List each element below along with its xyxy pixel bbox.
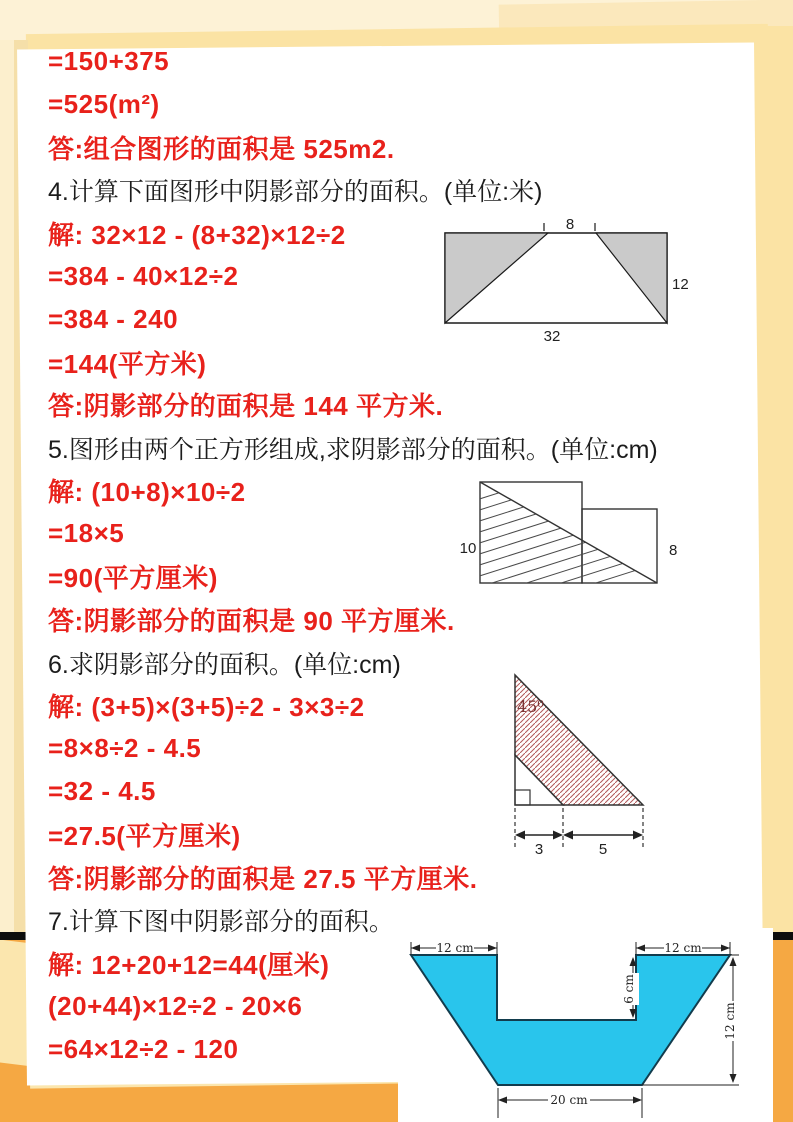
text-line: 解: 12+20+12=44(厘米)	[48, 949, 330, 980]
text-line: 6.求阴影部分的面积。(单位:cm)	[48, 650, 401, 679]
text-line: =18×5	[48, 518, 125, 549]
text-line: 答:阴影部分的面积是 27.5 平方厘米.	[48, 863, 478, 894]
text-line: =150+375	[48, 45, 170, 76]
text-line: 解: 32×12 - (8+32)×12÷2	[48, 219, 346, 250]
text-line: =144(平方米)	[48, 348, 207, 379]
figure-problem5-two-squares-hatched	[450, 468, 700, 598]
fig4-bottom-label: 32	[543, 328, 561, 345]
text-line: =384 - 240	[48, 303, 179, 334]
fig4-right-label: 12	[672, 276, 689, 293]
text-line: 7.计算下图中阴影部分的面积。	[48, 908, 394, 937]
text-line: =64×12÷2 - 120	[48, 1033, 239, 1064]
text-line: 5.图形由两个正方形组成,求阴影部分的面积。(单位:cm)	[48, 435, 658, 464]
fig5-left-label: 10	[459, 540, 477, 557]
fig6-angle-label: 45⁰	[517, 697, 544, 716]
text-line: 答:阴影部分的面积是 144 平方米.	[48, 391, 444, 422]
fig7-right-label: 12 cm	[723, 1002, 737, 1040]
fig4-top-label: 8	[565, 216, 575, 233]
figure-problem4-rectangle-shaded-triangles	[440, 215, 690, 345]
text-line: 解: (3+5)×(3+5)÷2 - 3×3÷2	[48, 692, 365, 723]
text-line: =32 - 4.5	[48, 775, 156, 806]
text-line: =525(m²)	[48, 88, 160, 119]
fig7-top-right-label: 12 cm	[664, 941, 702, 955]
large-square	[480, 482, 582, 583]
text-line: (20+44)×12÷2 - 20×6	[48, 990, 303, 1021]
figure-problem7-cyan-trapezoid	[398, 928, 773, 1122]
text-line: =90(平方厘米)	[48, 563, 218, 594]
fig6-base-right-label: 5	[598, 841, 608, 858]
text-line: =8×8÷2 - 4.5	[48, 732, 202, 763]
text-line: 答:组合图形的面积是 525m2.	[48, 133, 395, 164]
text-line: =27.5(平方厘米)	[48, 820, 241, 851]
text-line: 4.计算下面图形中阴影部分的面积。(单位:米)	[48, 178, 543, 207]
fig7-top-left-label: 12 cm	[436, 941, 474, 955]
figure-problem6-hatched-triangle	[500, 658, 670, 858]
hatch-lines	[470, 468, 665, 598]
cyan-shape	[411, 955, 730, 1085]
fig6-base-left-label: 3	[534, 841, 544, 858]
fig7-notch-label: 6 cm	[622, 974, 636, 1004]
text-line: 解: (10+8)×10÷2	[48, 477, 246, 508]
text-line: 答:阴影部分的面积是 90 平方厘米.	[48, 606, 455, 637]
fig7-bottom-label: 20 cm	[550, 1093, 588, 1107]
fig5-right-label: 8	[669, 542, 678, 559]
text-line: =384 - 40×12÷2	[48, 260, 239, 291]
